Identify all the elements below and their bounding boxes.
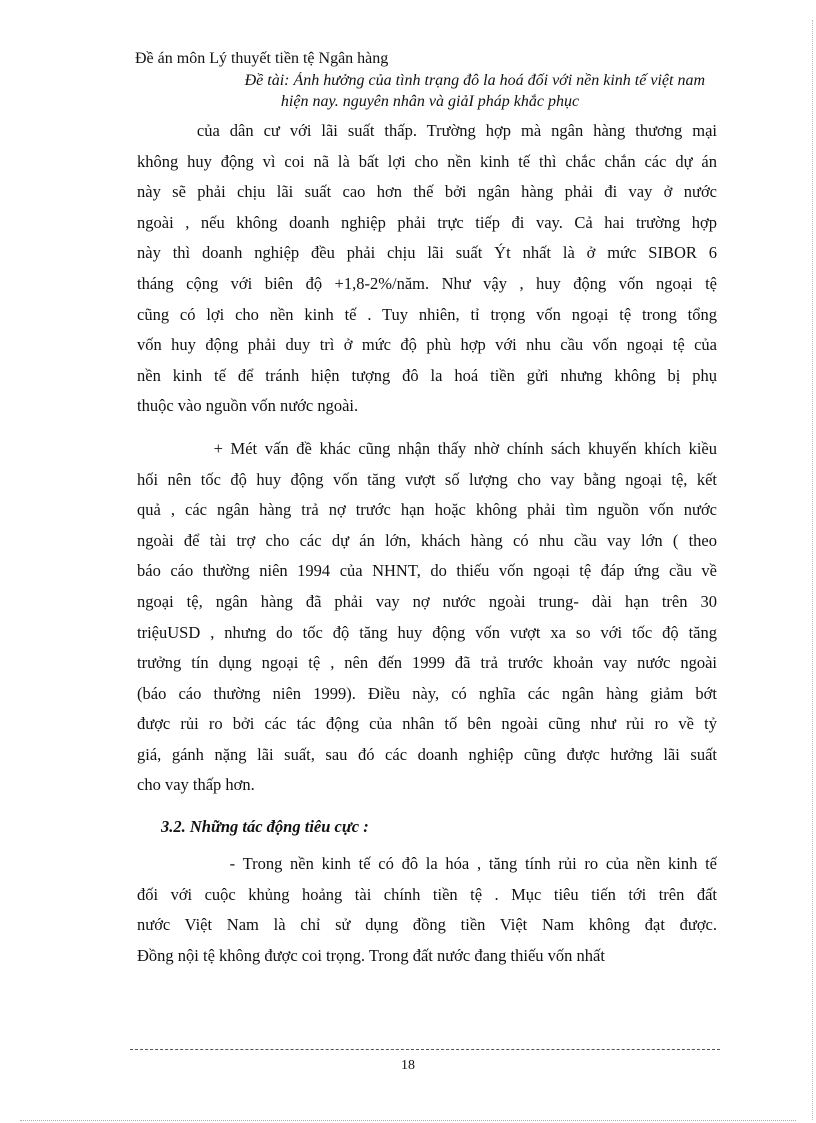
- page-edge-bottom: [20, 1120, 796, 1121]
- paragraph-line: này sẽ phải chịu lãi suất cao hơn thế bởi ngân hàng phải đi vay ở nước: [137, 182, 717, 202]
- paragraph-line: quả , các ngân hàng trả nợ trước hạn hoặc không phải tìm nguồn vốn nước: [137, 500, 717, 520]
- paragraph-line: - Trong nền kinh tế có đô la hóa , tăng tính rủi ro của nền kinh tế: [137, 854, 717, 874]
- paragraph-line: tháng cộng với biên độ +1,8-2%/năm. Như vậy , huy động vốn ngoại tệ: [137, 273, 717, 293]
- paragraph-line: cũng có lợi cho nền kinh tế . Tuy nhiên, tỉ trọng vốn ngoại tệ trong tổng: [137, 304, 717, 324]
- paragraph-line: của dân cư với lãi suất thấp. Trường hợp mà ngân hàng thương mại: [137, 121, 717, 140]
- paragraph-line: ngoài , nếu không doanh nghiệp phải trực tiếp đi vay. Cả hai trường hợp: [137, 212, 717, 232]
- header-topic-line-2: hiện nay. nguyên nhân và giảI pháp khắc phục: [280, 93, 580, 110]
- paragraph-3: [137, 849, 717, 971]
- paragraph-2: [137, 434, 717, 801]
- paragraph-line: giá, gánh nặng lãi suất, sau đó các doanh nghiệp cũng được hưởng lãi suất: [137, 744, 717, 764]
- paragraph-line: này thì doanh nghiệp đều phải chịu lãi suất Ýt nhất là ở mức SIBOR 6: [137, 243, 717, 263]
- paragraph-line: thuộc vào nguồn vốn nước ngoài.: [137, 396, 359, 416]
- section-heading: 3.2. Những tác động tiêu cực :: [161, 817, 369, 837]
- paragraph-line: vốn huy động phải duy trì ở mức độ phù hợp với nhu cầu vốn ngoại tệ của: [137, 335, 717, 355]
- paragraph-line: được rủi ro bởi các tác động của nhân tố bên ngoài cũng như rủi ro về tỷ: [137, 714, 717, 734]
- document-body: [137, 116, 717, 971]
- header-course-title: Đề án môn Lý thuyết tiền tệ Ngân hàng: [135, 50, 389, 67]
- paragraph-line: không huy động vì coi nã là bất lợi cho nền kinh tế thì chắc chắn các dự án: [137, 151, 717, 171]
- paragraph-line: nước Việt Nam là chỉ sử dụng đồng tiền Việt Nam không đạt được.: [137, 915, 717, 935]
- paragraph-line: đối với cuộc khủng hoảng tài chính tiền tệ . Mục tiêu tiến tới trên đất: [137, 884, 717, 904]
- paragraph-line: hối nên tốc độ huy động vốn tăng vượt số lượng cho vay bằng ngoại tệ, kết: [137, 469, 717, 489]
- paragraph-1: [137, 116, 717, 422]
- footer-divider: [130, 1049, 720, 1050]
- paragraph-line: triệuUSD , nhưng do tốc độ tăng huy động vốn vượt xa so với tốc độ tăng: [137, 622, 717, 642]
- paragraph-line: cho vay thấp hơn.: [137, 775, 255, 795]
- paragraph-line: trưởng tín dụng ngoại tệ , nên đến 1999 đã trả trước khoản vay nước ngoài: [137, 653, 717, 673]
- paragraph-line: báo cáo thường niên 1994 của NHNT, do thiếu vốn ngoại tệ đáp ứng cầu về: [137, 561, 717, 581]
- header-topic-line-1: Đề tài: Ảnh hưởng của tình trạng đô la hoá đối với nền kinh tế việt nam: [244, 72, 705, 89]
- page-edge-right: [812, 20, 813, 1120]
- paragraph-line: + Mét vấn đề khác cũng nhận thấy nhờ chính sách khuyến khích kiều: [137, 438, 717, 458]
- paragraph-line: nền kinh tế để tránh hiện tượng đô la hoá tiền gửi nhưng không bị phụ: [137, 365, 717, 385]
- paragraph-line: Đồng nội tệ không được coi trọng. Trong đất nước đang thiếu vốn nhất: [137, 945, 605, 965]
- paragraph-line: ngoại tệ, ngân hàng đã phải vay nợ nước ngoài trung- dài hạn trên 30: [137, 591, 717, 611]
- paragraph-line: (báo cáo thường niên 1999). Điều này, có nghĩa các ngân hàng giảm bớt: [137, 683, 717, 703]
- paragraph-line: ngoài để tài trợ cho các dự án lớn, khách hàng có nhu cầu vay lớn ( theo: [137, 530, 717, 550]
- page-number: 18: [401, 1058, 415, 1073]
